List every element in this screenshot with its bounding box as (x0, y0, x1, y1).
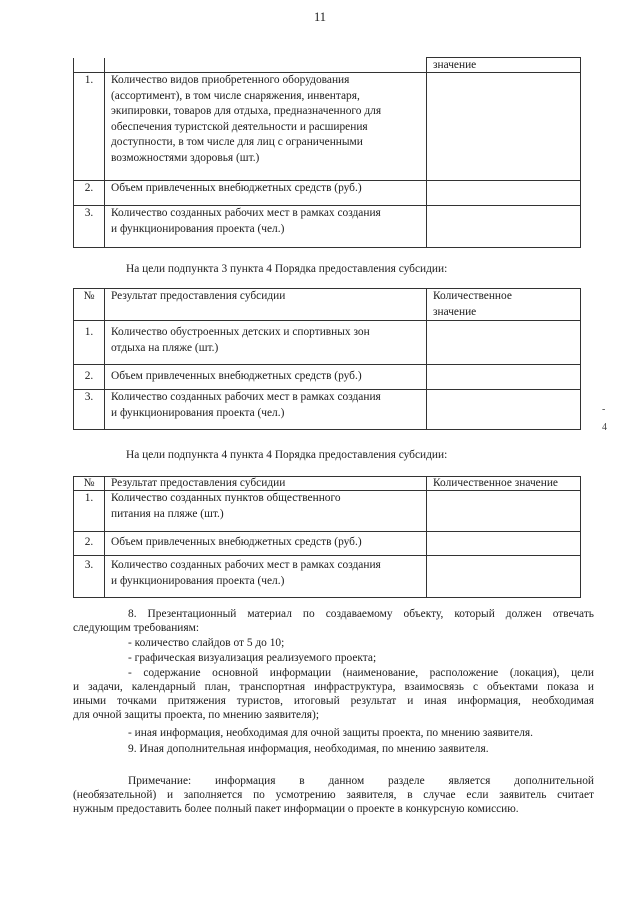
table-caption-4: На цели подпункта 4 пункта 4 Порядка предоставления субсидии: (126, 449, 448, 461)
list-item: - иная информация, необходимая для очной защиты проекта, по мнению заявителя. (128, 727, 533, 739)
list-item: - графическая визуализация реализуемого проекта; (128, 652, 377, 664)
list-item: - содержание основной информации (наименование, расположение (локация), цели и задачи, календарный план, транспортная инфраструктура, взаимосвязь с объектами показа и иными точками притяжения туристов, итоговый результат и иная информация, необходимая для очной защиты проекта, по мнению заявителя); (73, 667, 594, 721)
value-cell (427, 390, 581, 430)
column-header-value: Количественное значение (427, 477, 581, 491)
table-row: 3. Количество созданных рабочих мест в рамках создания и функционирования проекта (чел.) (74, 390, 581, 430)
table-header-fragment (74, 58, 581, 73)
value-cell (427, 532, 581, 556)
column-header-value: Количественное значение (427, 289, 581, 321)
column-header-number: № (74, 289, 105, 321)
table-caption-3: На цели подпункта 3 пункта 4 Порядка предоставления субсидии: (126, 263, 448, 275)
value-cell (427, 73, 581, 181)
column-header-result: Результат предоставления субсидии (105, 477, 427, 491)
value-cell (427, 491, 581, 532)
table-row: 1. Количество видов приобретенного оборудования (ассортимент), в том числе снаряжения, инвентаря, экипировки, товаров для отдыха, предназначенного для обеспечения туристской деятельности и расширения доступности, в том числе для лиц с ограниченными возможностями здоровья (шт.) (74, 73, 581, 181)
column-header-number: № (74, 477, 105, 491)
value-cell (427, 556, 581, 598)
table-row: 1. Количество обустроенных детских и спортивных зон отдыха на пляже (шт.) (74, 321, 581, 365)
results-table-subitem-3 (73, 288, 581, 430)
table-row: 2. Объем привлеченных внебюджетных средств (руб.) (74, 365, 581, 390)
table-row: 2. Объем привлеченных внебюджетных средств (руб.) (74, 532, 581, 556)
page-number: 11 (313, 10, 327, 24)
value-cell (427, 321, 581, 365)
section-8: 8. Презентационный материал по создаваемому объекту, который должен отвечать следующим требованиям: - количество слайдов от 5 до 10; - графическая визуализация реализуемого проекта; - содержание основной информации (наименование, расположение (локация), цели и задачи, календарный план, транспортная инфраструктура, взаимосвязь с объектами показа и иными точками притяжения туристов, итоговый результат и иная информация, необходимая для очной защиты проекта, по мнению заявителя); - иная информация, необходимая для очной защиты проекта, по мнению заявителя. 9. Иная дополнительная информация, необходимая, по мнению заявителя. (73, 608, 594, 755)
value-header-fragment: значение (427, 58, 581, 73)
margin-mark: 4 (602, 422, 607, 433)
note-label-line: Примечание: информация в данном разделе является дополнительной (128, 775, 594, 787)
column-header-result: Результат предоставления субсидии (105, 289, 427, 321)
list-item: - количество слайдов от 5 до 10; (128, 637, 285, 649)
value-cell (427, 365, 581, 390)
note: Примечание: информация в данном разделе является дополнительной (необязательной) и заполняется по усмотрению заявителя, в случае если заявитель считает нужным предоставить более полный пакет информации о проекте в конкурсную комиссию. (73, 775, 594, 815)
section-8-intro: 8. Презентационный материал по создаваемому объекту, который должен отвечать (128, 608, 594, 620)
results-table-subitem-4 (73, 476, 581, 598)
section-9: 9. Иная дополнительная информация, необходимая, по мнению заявителя. (128, 743, 489, 755)
results-table-continued (73, 57, 581, 248)
table-header (74, 289, 581, 321)
table-row: 2. Объем привлеченных внебюджетных средств (руб.) (74, 181, 581, 206)
value-cell (427, 206, 581, 248)
margin-mark: - (602, 404, 606, 415)
table-row: 1. Количество созданных пунктов общественного питания на пляже (шт.) (74, 491, 581, 532)
table-row: 3. Количество созданных рабочих мест в рамках создания и функционирования проекта (чел.) (74, 556, 581, 598)
table-row: 3. Количество созданных рабочих мест в рамках создания и функционирования проекта (чел.) (74, 206, 581, 248)
table-header (74, 477, 581, 491)
value-cell (427, 181, 581, 206)
